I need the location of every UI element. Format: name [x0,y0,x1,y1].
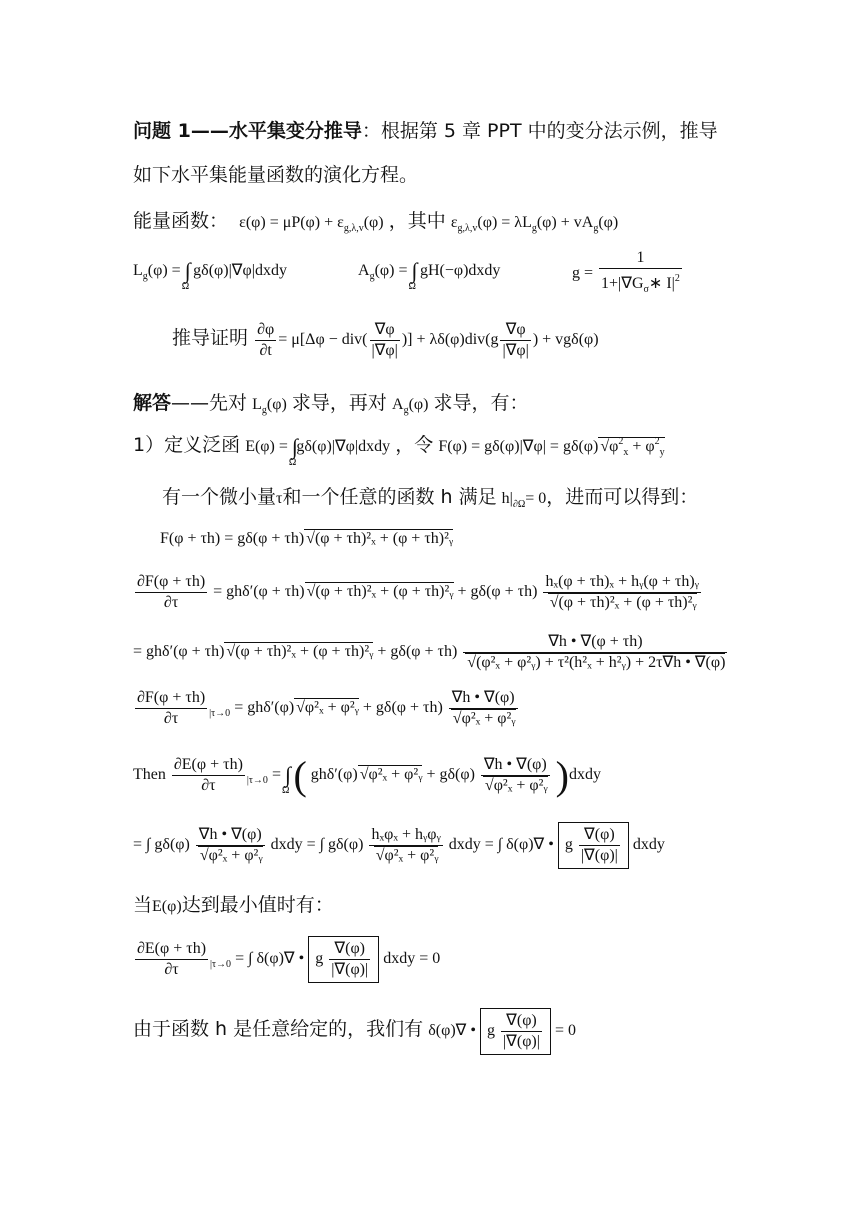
prove-label: 推导证明 [172,327,249,350]
step1-line: 1）定义泛函 E(φ) = ∫Ωgδ(φ)|∇φ|dxdy ，令 F(φ) = gδ(φ)|∇φ| = gδ(φ) $√\varphi^2_x + \varphi^2_y$ [133,434,665,468]
eq-derivative-1: $\frac{\partial F(\varphi + \tau h)}{\partial\tau}$ = ghδ′(φ + τh) √(φ + τh)²ₓ + (φ + τh)²ᵧ + gδ(φ + τh) $\frac{\text{hₓ(φ + τh)ₓ + hᵧ(φ + τh)ᵧ}}{\text{√(φ + τh)²ₓ + (φ + τh)²ᵧ}}$ [137,573,699,611]
problem-description-line2: 如下水平集能量函数的演化方程。 [133,164,419,186]
problem-title: 问题 1——水平集变分推导 [133,120,362,142]
energy-subformula: $\varepsilon_{g,\lambda,v}(\varphi) = \lambda L_g(\varphi) + vA_g(\varphi)$ [450,214,619,234]
small-quantity-line: 有一个微小量τ和一个任意的函数 h 满足 $h|_{\partial\Omega}= 0$，进而可以得到： [162,486,699,510]
answer-heading: 解答——先对 $L_g(\varphi)$ 求导，再对 $A_g(\varphi)$ 求导，有： [133,392,529,416]
problem-heading [133,116,718,143]
eq-f-tau: F(φ + τh) = gδ(φ + τh) √(φ + τh)²ₓ + (φ + τh)²ᵧ [160,530,454,547]
energy-function-line [133,206,618,234]
problem-description: ：根据第 5 章 PPT 中的变分法示例，推导 [361,120,718,142]
energy-label: 能量函数： [133,210,229,232]
eq-derivative-limit: $\frac{\partial F(\varphi + \tau h)}{\partial\tau}$ $_{|\tau\to 0}$ = ghδ′(φ) √φ²ₓ + φ²ᵧ + gδ(φ + τh) $\frac{\nabla h • \nabla(\varphi)}{\text{√φ²ₓ + φ²ᵧ}}$ [137,689,516,727]
eq-minimum: $\frac{\partial E(\varphi + \tau h)}{\partial\tau}$ $_{|\tau\to 0}$ = ∫ δ(φ)∇ • g $\frac{\nabla(\varphi)}{|\nabla(\varphi)|}$ dxdy = 0 [133,936,440,983]
eq-derivative-2: = ghδ′(φ + τh) √(φ + τh)²ₓ + (φ + τh)²ᵧ + gδ(φ + τh) $\frac{\nabla h • \nabla(\varphi + \tau h)}{\text{√(φ²ₓ + φ²ᵧ) + τ²(h²ₓ + h²ᵧ) + 2τ∇h • ∇(φ)}}$ [133,633,726,671]
conclusion-line: 由于函数 h 是任意给定的，我们有 δ(φ)∇ • g $\frac{\nabla(\varphi)}{|\nabla(\varphi)|}$ = 0 [133,1008,576,1055]
lg-definition: $L_g(\varphi) = \int\Omega$ gδ(φ)|∇φ|dxdy [133,258,287,292]
energy-mid-text: ，其中 [388,210,446,232]
g-definition: g = $\frac{1}{1+|\nabla G_\sigma∗ I|^2}$ [572,249,680,295]
ag-definition: $A_g(\varphi) = \int\Omega$ gH(−φ)dxdy [358,258,501,292]
eq-then: Then $\frac{\partial E(\varphi + \tau h)}{\partial\tau}$ $_{|\tau\to 0}$ = ∫Ω ( ghδ′(φ) √φ²ₓ + φ²ᵧ + gδ(φ) $\frac{\nabla h • \nabla(\varphi)}{\text{√φ²ₓ + φ²ᵧ}}$ )dxdy [133,753,601,798]
prove-equation: 推导证明 $\frac{\partial\varphi}{\partial t}$ = μ[Δφ − div( $\frac{\nabla\varphi}{|\nabla\varphi|}$ )] + λδ(φ)div(g $\frac{\nabla\varphi}{|\nabla\varphi|}$ ) + vgδ(φ) [172,321,599,359]
eq-result: = ∫ gδ(φ) $\frac{\nabla h • \nabla(\varphi)}{\text{√φ²ₓ + φ²ᵧ}}$ dxdy = ∫ gδ(φ) $\frac{\text{hₓφₓ + hᵧφᵧ}}{\text{√φ²ₓ + φ²ᵧ}}$ dxdy = ∫ δ(φ)∇ • g $\frac{\nabla(\varphi)}{|\nabla(\varphi)|}$ dxdy [133,822,665,869]
energy-formula: $\varepsilon(\varphi) = \mu P(\varphi) + \varepsilon_{g,\lambda,v}(\varphi)$ [239,214,384,234]
minimum-heading: 当E(φ)达到最小值时有： [133,894,334,916]
